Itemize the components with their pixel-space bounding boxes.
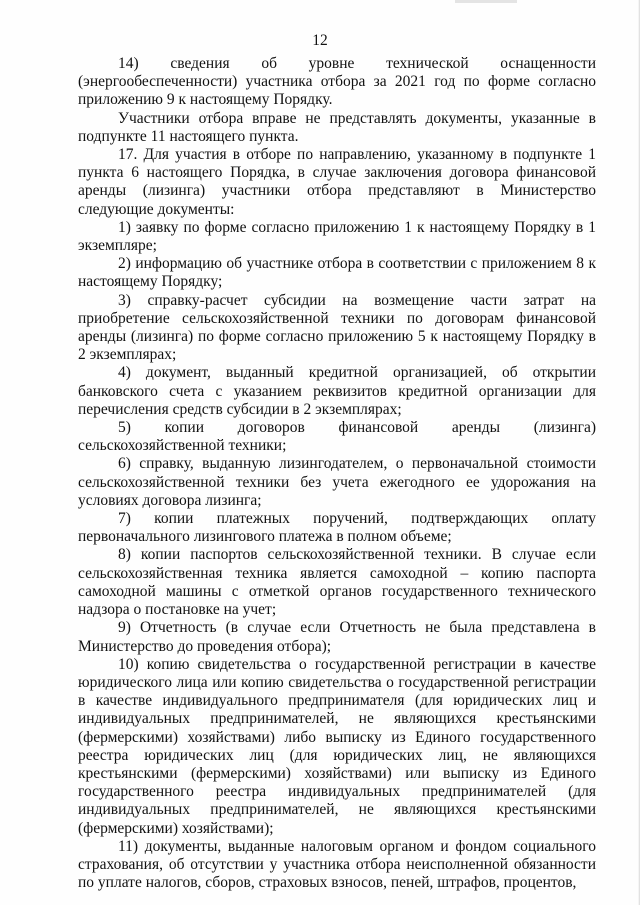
paragraph-section-17: 17. Для участия в отборе по направлению, указанному в подпункте 1 пункта 6 настоящего Порядка, в случае заключения договора финансовой аренды (лизинга) участники отбора представляют в Министерство следующие документы: [78,146,596,218]
paragraph-item-7: 7) копии платежных поручений, подтверждающих оплату первоначального лизингового платежа в полном объеме; [78,510,596,546]
paragraph-item-5: 5) копии договоров финансовой аренды (лизинга) сельскохозяйственной техники; [78,419,596,455]
paragraph-item-4: 4) документ, выданный кредитной организацией, об открытии банковского счета с указанием реквизитов кредитной организации для перечисления средств субсидии в 2 экземплярах; [78,364,596,418]
paragraph-item-11: 11) документы, выданные налоговым органом и фондом социального страхования, об отсутствии у участника отбора неисполненной обязанности по уплате налогов, сборов, страховых взносов, пеней, штрафов, процентов, [78,837,596,892]
paragraph-item-14: 14) сведения об уровне технической оснащенности (энергообеспеченности) участника отбора за 2021 год по форме согласно приложению 9 к настоящему Порядку. [78,55,596,109]
paragraph-item-10: 10) копию свидетельства о государственной регистрации в качестве юридического лица или копию свидетельства о государственной регистрации в качестве индивидуального предпринимателя (для юридических лиц и индивидуальных предпринимателей, не являющихся крестьянскими (фермерскими) хозяйствами) либо выписку из Единого государственного реестра юридических лиц (для юридических лиц, не являющихся крестьянскими (фермерскими) хозяйствами) или выписку из Единого государственного реестра индивидуальных предпринимателей (для индивидуальных предпринимателей, не являющихся крестьянскими (фермерскими) хозяйствами); [78,655,596,837]
paragraph-note: Участники отбора вправе не представлять документы, указанные в подпункте 11 настоящего пункта. [78,109,596,145]
paragraph-item-9: 9) Отчетность (в случае если Отчетность не была представлена в Министерство до проведения отбора); [78,619,596,655]
document-body [78,55,596,892]
paragraph-item-1: 1) заявку по форме согласно приложению 1 к настоящему Порядку в 1 экземпляре; [78,218,596,255]
page-number: 12 [312,32,328,49]
paragraph-item-6: 6) справку, выданную лизингодателем, о первоначальной стоимости сельскохозяйственной техники без учета ежегодного ее удорожания на условиях договора лизинга; [78,455,596,509]
paragraph-item-8: 8) копии паспортов сельскохозяйственной техники. В случае если сельскохозяйственная техника является самоходной – копию паспорта самоходной машины с отметкой органов государственного технического надзора о постановке на учет; [78,546,596,619]
scan-artifact [455,0,517,3]
paragraph-item-2: 2) информацию об участнике отбора в соответствии с приложением 8 к настоящему Порядку; [78,255,596,291]
paragraph-item-3: 3) справку-расчет субсидии на возмещение части затрат на приобретение сельскохозяйственной техники по договорам финансовой аренды (лизинга) по форме согласно приложению 5 к настоящему Порядку в 2 экземплярах; [78,291,596,364]
